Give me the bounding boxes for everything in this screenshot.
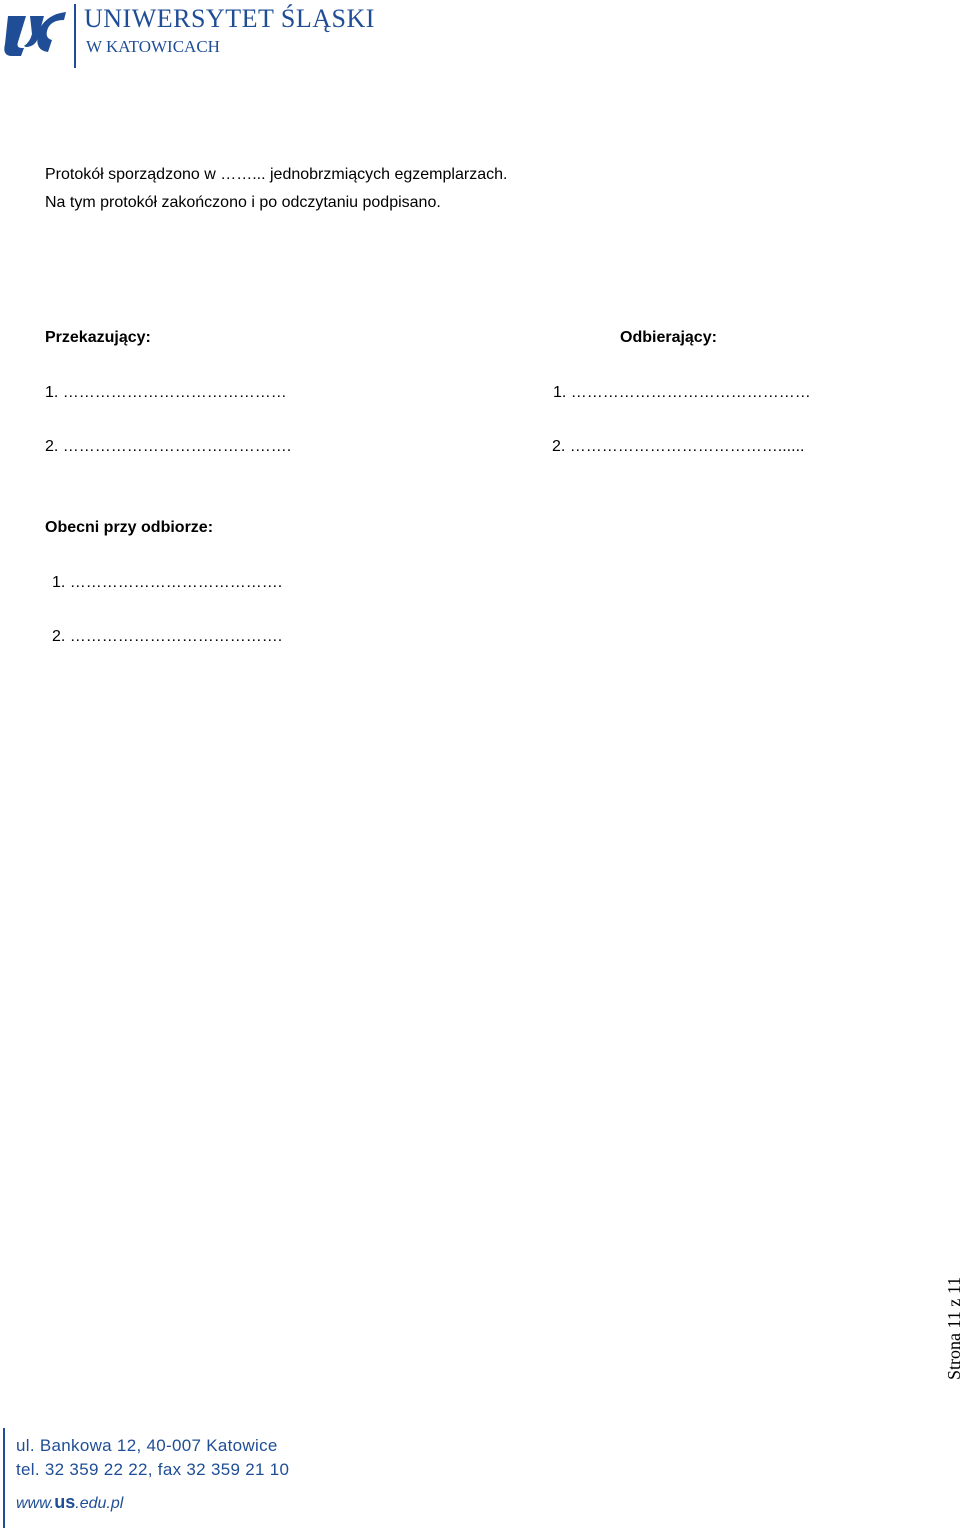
footer-web-suffix: .edu.pl [75, 1495, 124, 1512]
transferring-signature-1: 1. …………………………………… [45, 384, 287, 401]
university-logo-icon [4, 8, 66, 56]
present-label: Obecni przy odbiorze: [45, 519, 214, 536]
protocol-closing-line: Na tym protokół zakończono i po odczytaniu podpisano. [45, 194, 441, 211]
receiving-label: Odbierający: [620, 329, 717, 346]
footer-phone: tel. 32 359 22 22, fax 32 359 21 10 [16, 1460, 290, 1479]
footer-web-domain: us [54, 1492, 76, 1512]
page-number: Strona 11 z 11 [944, 1276, 964, 1380]
footer-divider [3, 1428, 5, 1528]
header-divider [74, 4, 76, 68]
footer-website [16, 1492, 123, 1513]
university-city: W KATOWICACH [86, 37, 220, 56]
receiving-signature-2: 2. …………………………………...... [552, 438, 805, 455]
present-signature-2: 2. …………………………………. [52, 628, 283, 645]
letterhead [0, 0, 400, 72]
present-signature-1: 1. …………………………………. [52, 574, 283, 591]
footer-address: ul. Bankowa 12, 40-007 Katowice [16, 1436, 278, 1455]
receiving-signature-1: 1. ……………………………………… [553, 384, 811, 401]
transferring-label: Przekazujący: [45, 329, 151, 346]
university-name: UNIWERSYTET ŚLĄSKI [84, 4, 375, 33]
footer-web-prefix: www. [16, 1495, 55, 1512]
protocol-copies-line: Protokół sporządzono w ……... jednobrzmiących egzemplarzach. [45, 166, 508, 183]
transferring-signature-2: 2. ……………………………………. [45, 438, 292, 455]
